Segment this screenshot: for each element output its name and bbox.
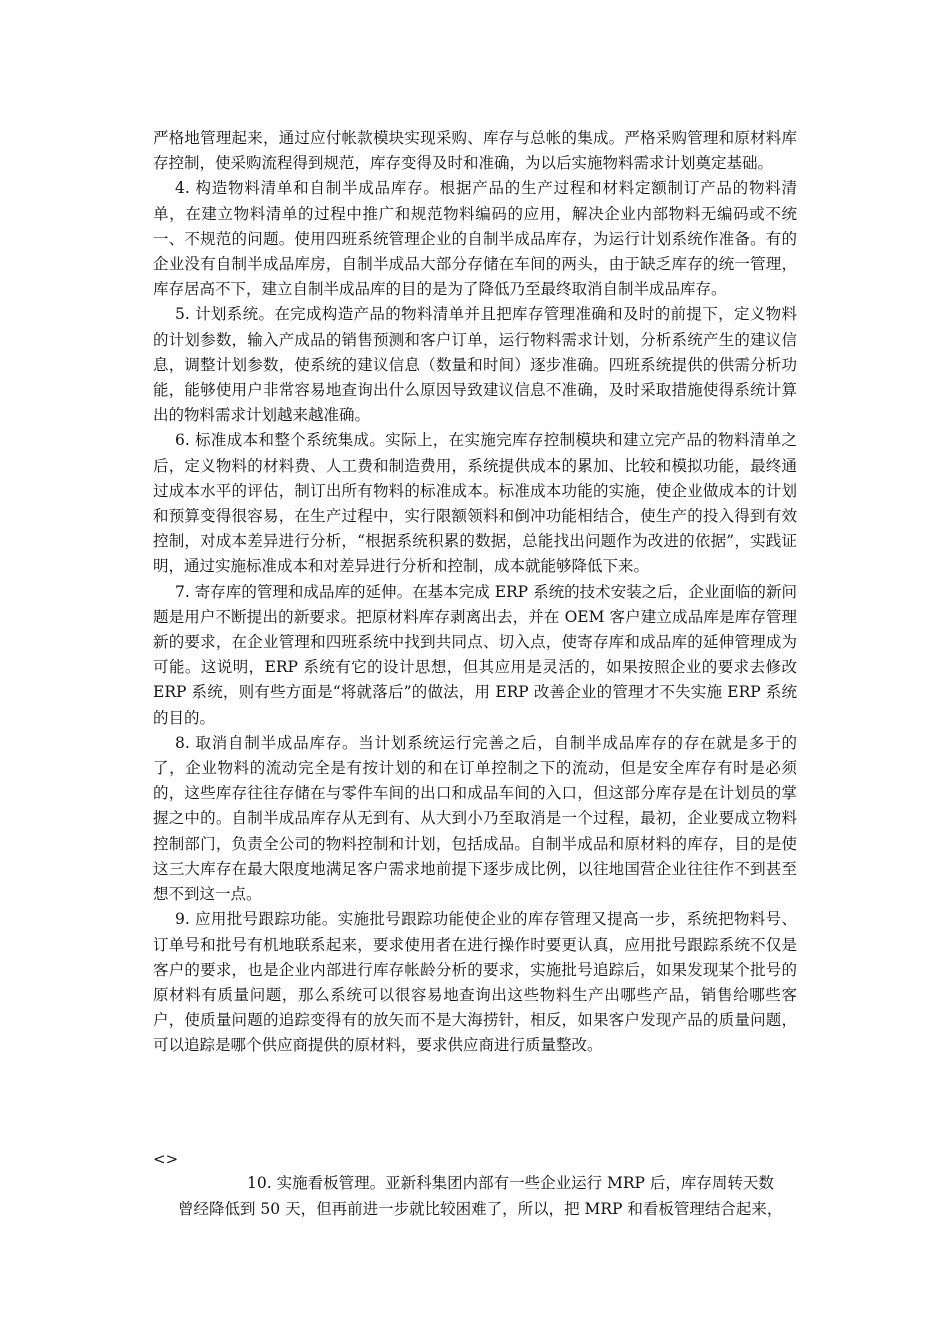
paragraph-9: 9. 应用批号跟踪功能。实施批号跟踪功能使企业的库存管理又提高一步，系统把物料号、订单号和批号有机地联系起来，要求使用者在进行操作时要更认真，应用批号跟踪系统不仅是客户的要求，也是企业内部进行库存帐龄分析的要求，实施批号追踪后，如果发现某个批号的原材料有质量问题，那么系统可以很容易地查询出这些物料生产出哪些产品，销售给哪些客户，使质量问题的追踪变得有的放矢而不是大海捞针，相反，如果客户发现产品的质量问题，可以追踪是哪个供应商提供的原材料，要求供应商进行质量整改。	[153, 910, 797, 1055]
paragraph-7: 7. 寄存库的管理和成品库的延伸。在基本完成 ERP 系统的技术安装之后，企业面临的新问题是用户不断提出的新要求。把原材料库存剥离出去，并在 OEM 客户建立成品库是库存管理新的要求，在企业管理和四班系统中找到共同点、切入点，使寄存库和成品库的延伸管理成为可能。这说明，ERP 系统有它的设计思想，但其应用是灵活的，如果按照企业的要求去修改 ERP 系统，则有些方面是“将就落后”的做法，用 ERP 改善企业的管理才不失实施 ERP 系统的目的。	[153, 582, 797, 727]
paragraph-8: 8. 取消自制半成品库存。当计划系统运行完善之后，自制半成品库存的存在就是多于的了，企业物料的流动完全是有按计划的和在订单控制之下的流动，但是安全库存有时是必须的，这些库存往往存储在与零件车间的出口和成品车间的入口，但这部分库存是在计划员的掌握之中的。自制半成品库存从无到有、从大到小乃至取消是一个过程，最初，企业要成立物料控制部门，负责全公司的物料控制和计划，包括成品。自制半成品和原材料的库存，目的是使这三大库存在最大限度地满足客户需求地前提下逐步成比例，以往地国营企业往往作不到甚至想不到这一点。	[153, 733, 797, 904]
paragraph-5: 5. 计划系统。在完成构造产品的物料清单并且把库存管理准确和及时的前提下，定义物料的计划参数，输入产成品的销售预测和客户订单，运行物料需求计划，分析系统产生的建议信息，调整计划参数，使系统的建议信息（数量和时间）逐步准确。四班系统提供的供需分析功能，能够使用户非常容易地查询出什么原因导致建议信息不准确，及时采取措施使得系统计算出的物料需求计划越来越准确。	[153, 305, 797, 425]
paragraph-10-line-2: 曾经降低到 50 天，但再前进一步就比较困难了，所以，把 MRP 和看板管理结合起来，	[178, 1200, 783, 1218]
paragraph-4: 4. 构造物料清单和自制半成品库存。根据产品的生产过程和材料定额制订产品的物料清单，在建立物料清单的过程中推广和规范物料编码的应用，解决企业内部物料无编码或不统一、不规范的问题。使用四班系统管理企业的自制半成品库存，为运行计划系统作准备。有的企业没有自制半成品库房，自制半成品大部分存储在车间的两头，由于缺乏库存的统一管理，库存居高不下，建立自制半成品库的目的是为了降低乃至最终取消自制半成品库存。	[153, 179, 797, 299]
section-marker: <>	[153, 1150, 179, 1168]
paragraph-continuation: 严格地管理起来，通过应付帐款模块实现采购、库存与总帐的集成。严格采购管理和原材料库存控制，使采购流程得到规范，库存变得及时和准确，为以后实施物料需求计划奠定基础。	[153, 129, 797, 173]
paragraph-6: 6. 标准成本和整个系统集成。实际上，在实施完库存控制模块和建立完产品的物料清单之后，定义物料的材料费、人工费和制造费用，系统提供成本的累加、比较和模拟功能，最终通过成本水平的评估，制订出所有物料的标准成本。标准成本功能的实施，使企业做成本的计划和预算变得很容易，在生产过程中，实行限额领料和倒冲功能相结合，使生产的投入得到有效控制，对成本差异进行分析，“根据系统积累的数据，总能找出问题作为改进的依据”，实践证明，通过实施标准成本和对差异进行分析和控制，成本就能够降低下来。	[153, 431, 797, 576]
document-body	[153, 126, 797, 1059]
paragraph-10-line-1: 10. 实施看板管理。亚新科集团内部有一些企业运行 MRP 后，库存周转天数	[247, 1174, 774, 1192]
